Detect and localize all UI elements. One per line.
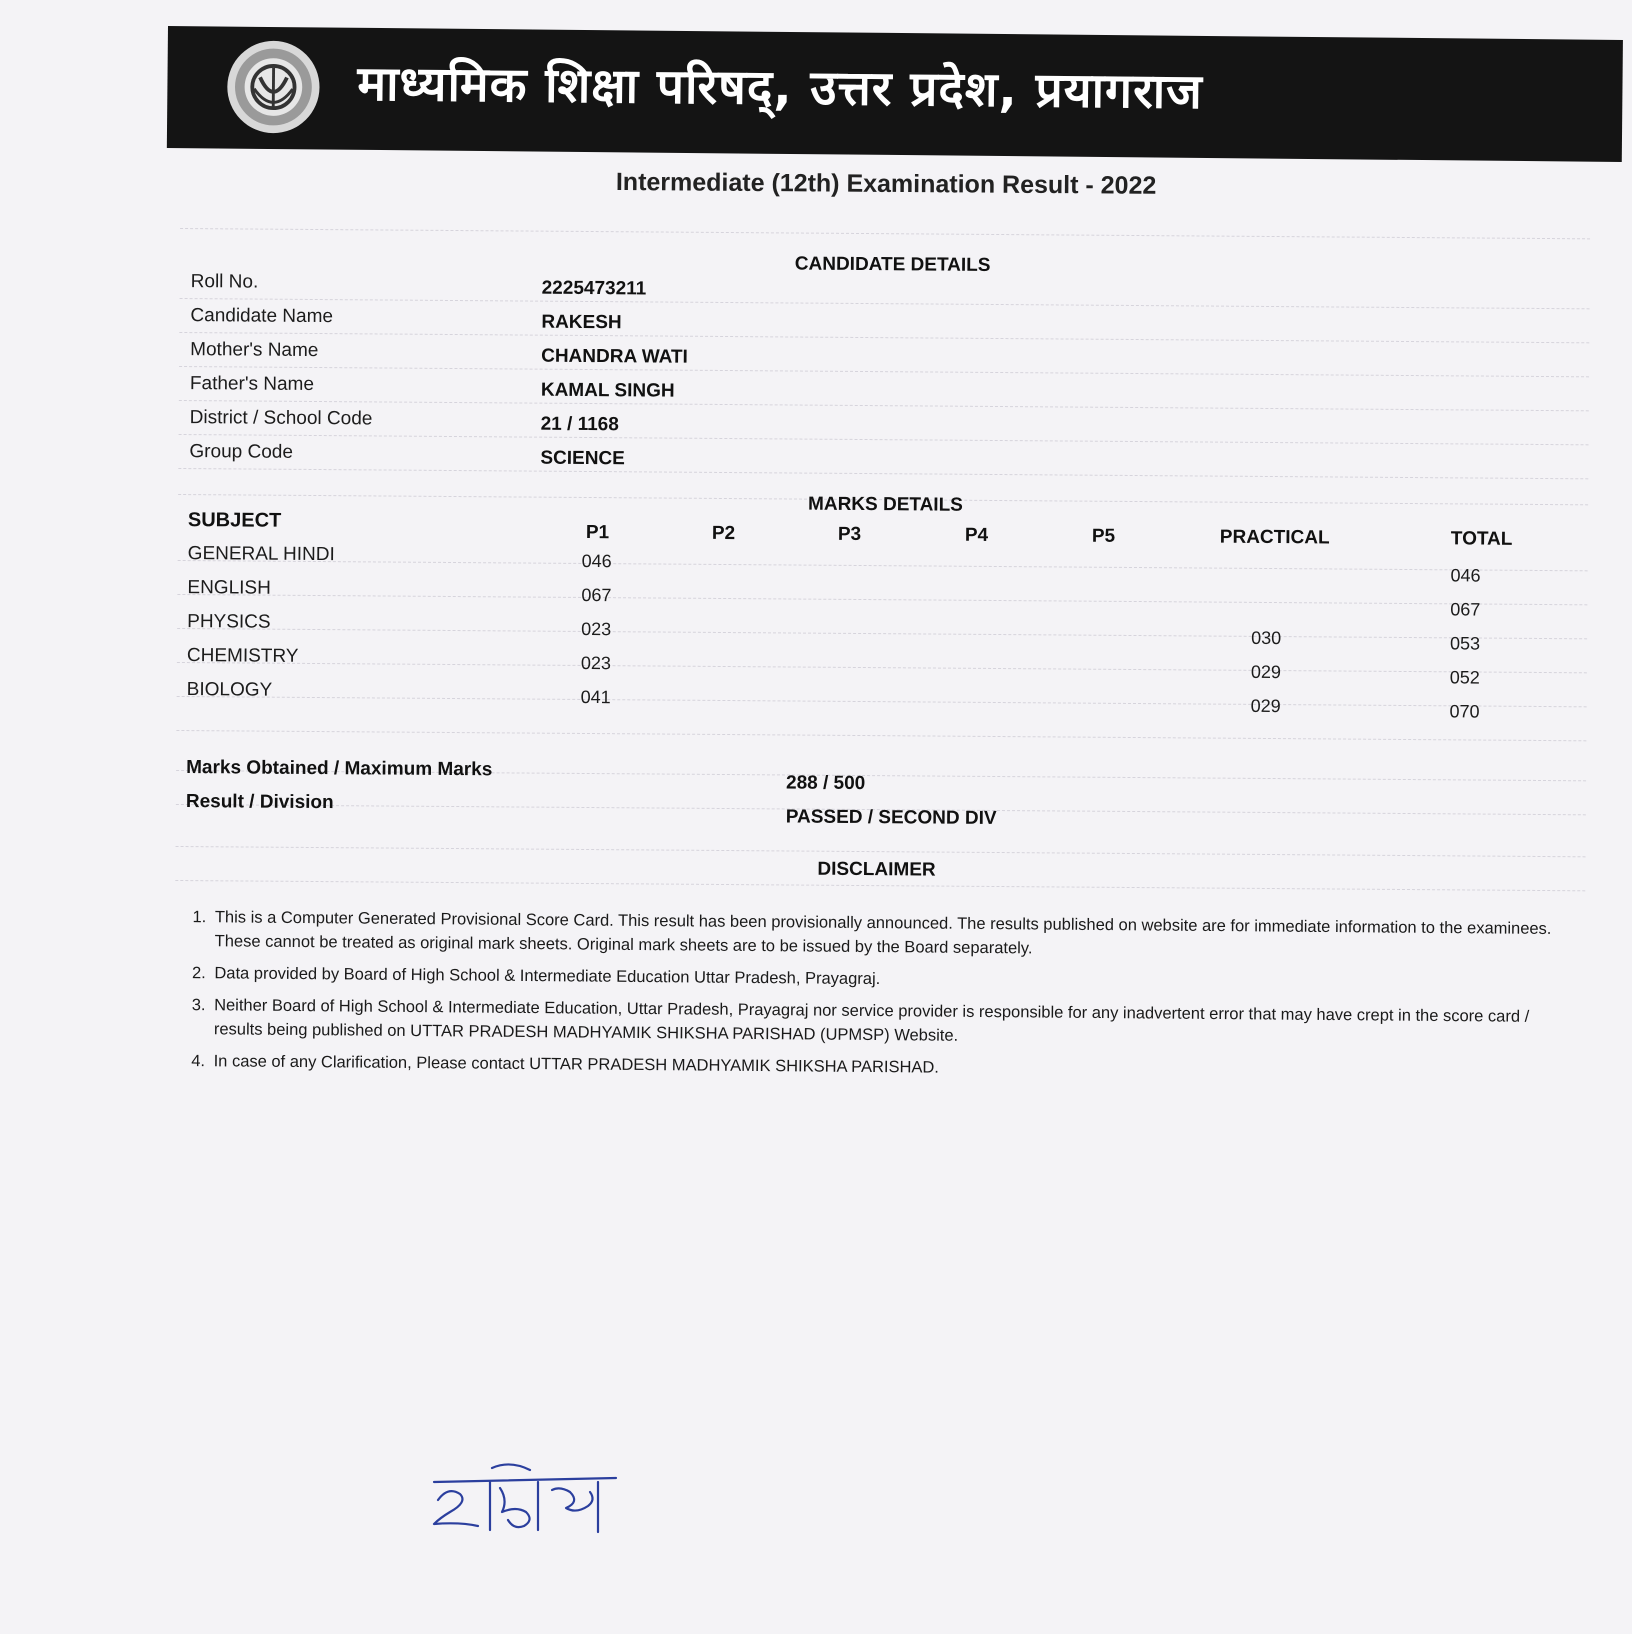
subject-name: CHEMISTRY (186, 645, 299, 667)
marks-obtained-label: Marks Obtained / Maximum Marks (186, 757, 493, 781)
group-code-label: Group Code (189, 441, 294, 463)
total-mark: 070 (1449, 701, 1480, 722)
roll-no-value: 2225473211 (541, 277, 647, 300)
district-school-code-label: District / School Code (189, 407, 373, 430)
total-mark: 067 (1450, 599, 1481, 620)
fathers-name-value: KAMAL SINGH (540, 379, 675, 402)
candidate-signature (430, 1460, 620, 1540)
mothers-name-value: CHANDRA WATI (541, 345, 688, 368)
subject-name: PHYSICS (187, 611, 271, 633)
group-code-value: SCIENCE (540, 447, 625, 470)
marks-obtained-value: 288 / 500 (785, 772, 866, 795)
practical-mark: 029 (1250, 661, 1281, 683)
p1-mark: 067 (581, 584, 612, 606)
marks-details-heading: MARKS DETAILS (808, 493, 963, 516)
col-p3: P3 (837, 523, 862, 546)
candidate-name-value: RAKESH (541, 311, 622, 334)
result-division-value: PASSED / SECOND DIV (785, 806, 997, 830)
disclaimer-item: 3. Neither Board of High School & Intermediate Education, Uttar Pradesh, Prayagraj nor service provider is responsible for any inadvertent error that may have crept in the score card / results being published on UTTAR PRADESH MADHYAMIK SHIKSHA PARISHAD (UPMSP) Website. (210, 993, 1567, 1053)
col-p4: P4 (964, 524, 989, 546)
total-mark: 046 (1450, 565, 1481, 586)
subject-name: BIOLOGY (186, 679, 273, 701)
disclaimer-heading: DISCLAIMER (817, 858, 936, 881)
practical-mark: 029 (1250, 695, 1281, 717)
mothers-name-label: Mother's Name (190, 339, 319, 362)
disclaimer-item: 4. In case of any Clarification, Please contact UTTAR PRADESH MADHYAMIK SHIKSHA PARISHAD. (210, 1049, 1567, 1085)
total-mark: 052 (1449, 667, 1480, 688)
subject-name: ENGLISH (187, 577, 271, 599)
total-mark: 053 (1450, 633, 1481, 654)
practical-mark: 030 (1251, 627, 1282, 649)
result-division-label: Result / Division (185, 791, 334, 814)
candidate-details-heading: CANDIDATE DETAILS (794, 253, 991, 276)
col-total: TOTAL (1450, 528, 1513, 550)
disclaimer-item: 2. Data provided by Board of High School & Intermediate Education Uttar Pradesh, Prayagraj. (210, 961, 1567, 997)
district-school-code-value: 21 / 1168 (540, 413, 619, 436)
fathers-name-label: Father's Name (189, 373, 315, 395)
p1-mark: 023 (581, 618, 612, 640)
p1-mark: 046 (581, 550, 612, 572)
p1-mark: 023 (580, 652, 612, 674)
roll-no-label: Roll No. (190, 271, 259, 293)
p1-mark: 041 (580, 686, 611, 708)
disclaimer-list (181, 905, 1567, 1093)
disclaimer-item: 1. This is a Computer Generated Provisional Score Card. This result has been provisionally announced. The results published on website are for immediate information to the examinees. These cannot be treated as original mark sheets. Original mark sheets are to be issued by the Board separately. (211, 905, 1568, 965)
exam-title: Intermediate (12th) Examination Result - 2022 (615, 168, 1157, 200)
col-subject: SUBJECT (187, 509, 282, 532)
subject-name: GENERAL HINDI (187, 543, 335, 566)
board-title: माध्यमिक शिक्षा परिषद्, उत्तर प्रदेश, प्रयागराज (357, 55, 1204, 120)
col-p2: P2 (711, 522, 736, 545)
col-practical: PRACTICAL (1219, 526, 1330, 549)
col-p1: P1 (585, 521, 610, 544)
col-p5: P5 (1091, 525, 1116, 547)
candidate-name-label: Candidate Name (190, 305, 334, 328)
